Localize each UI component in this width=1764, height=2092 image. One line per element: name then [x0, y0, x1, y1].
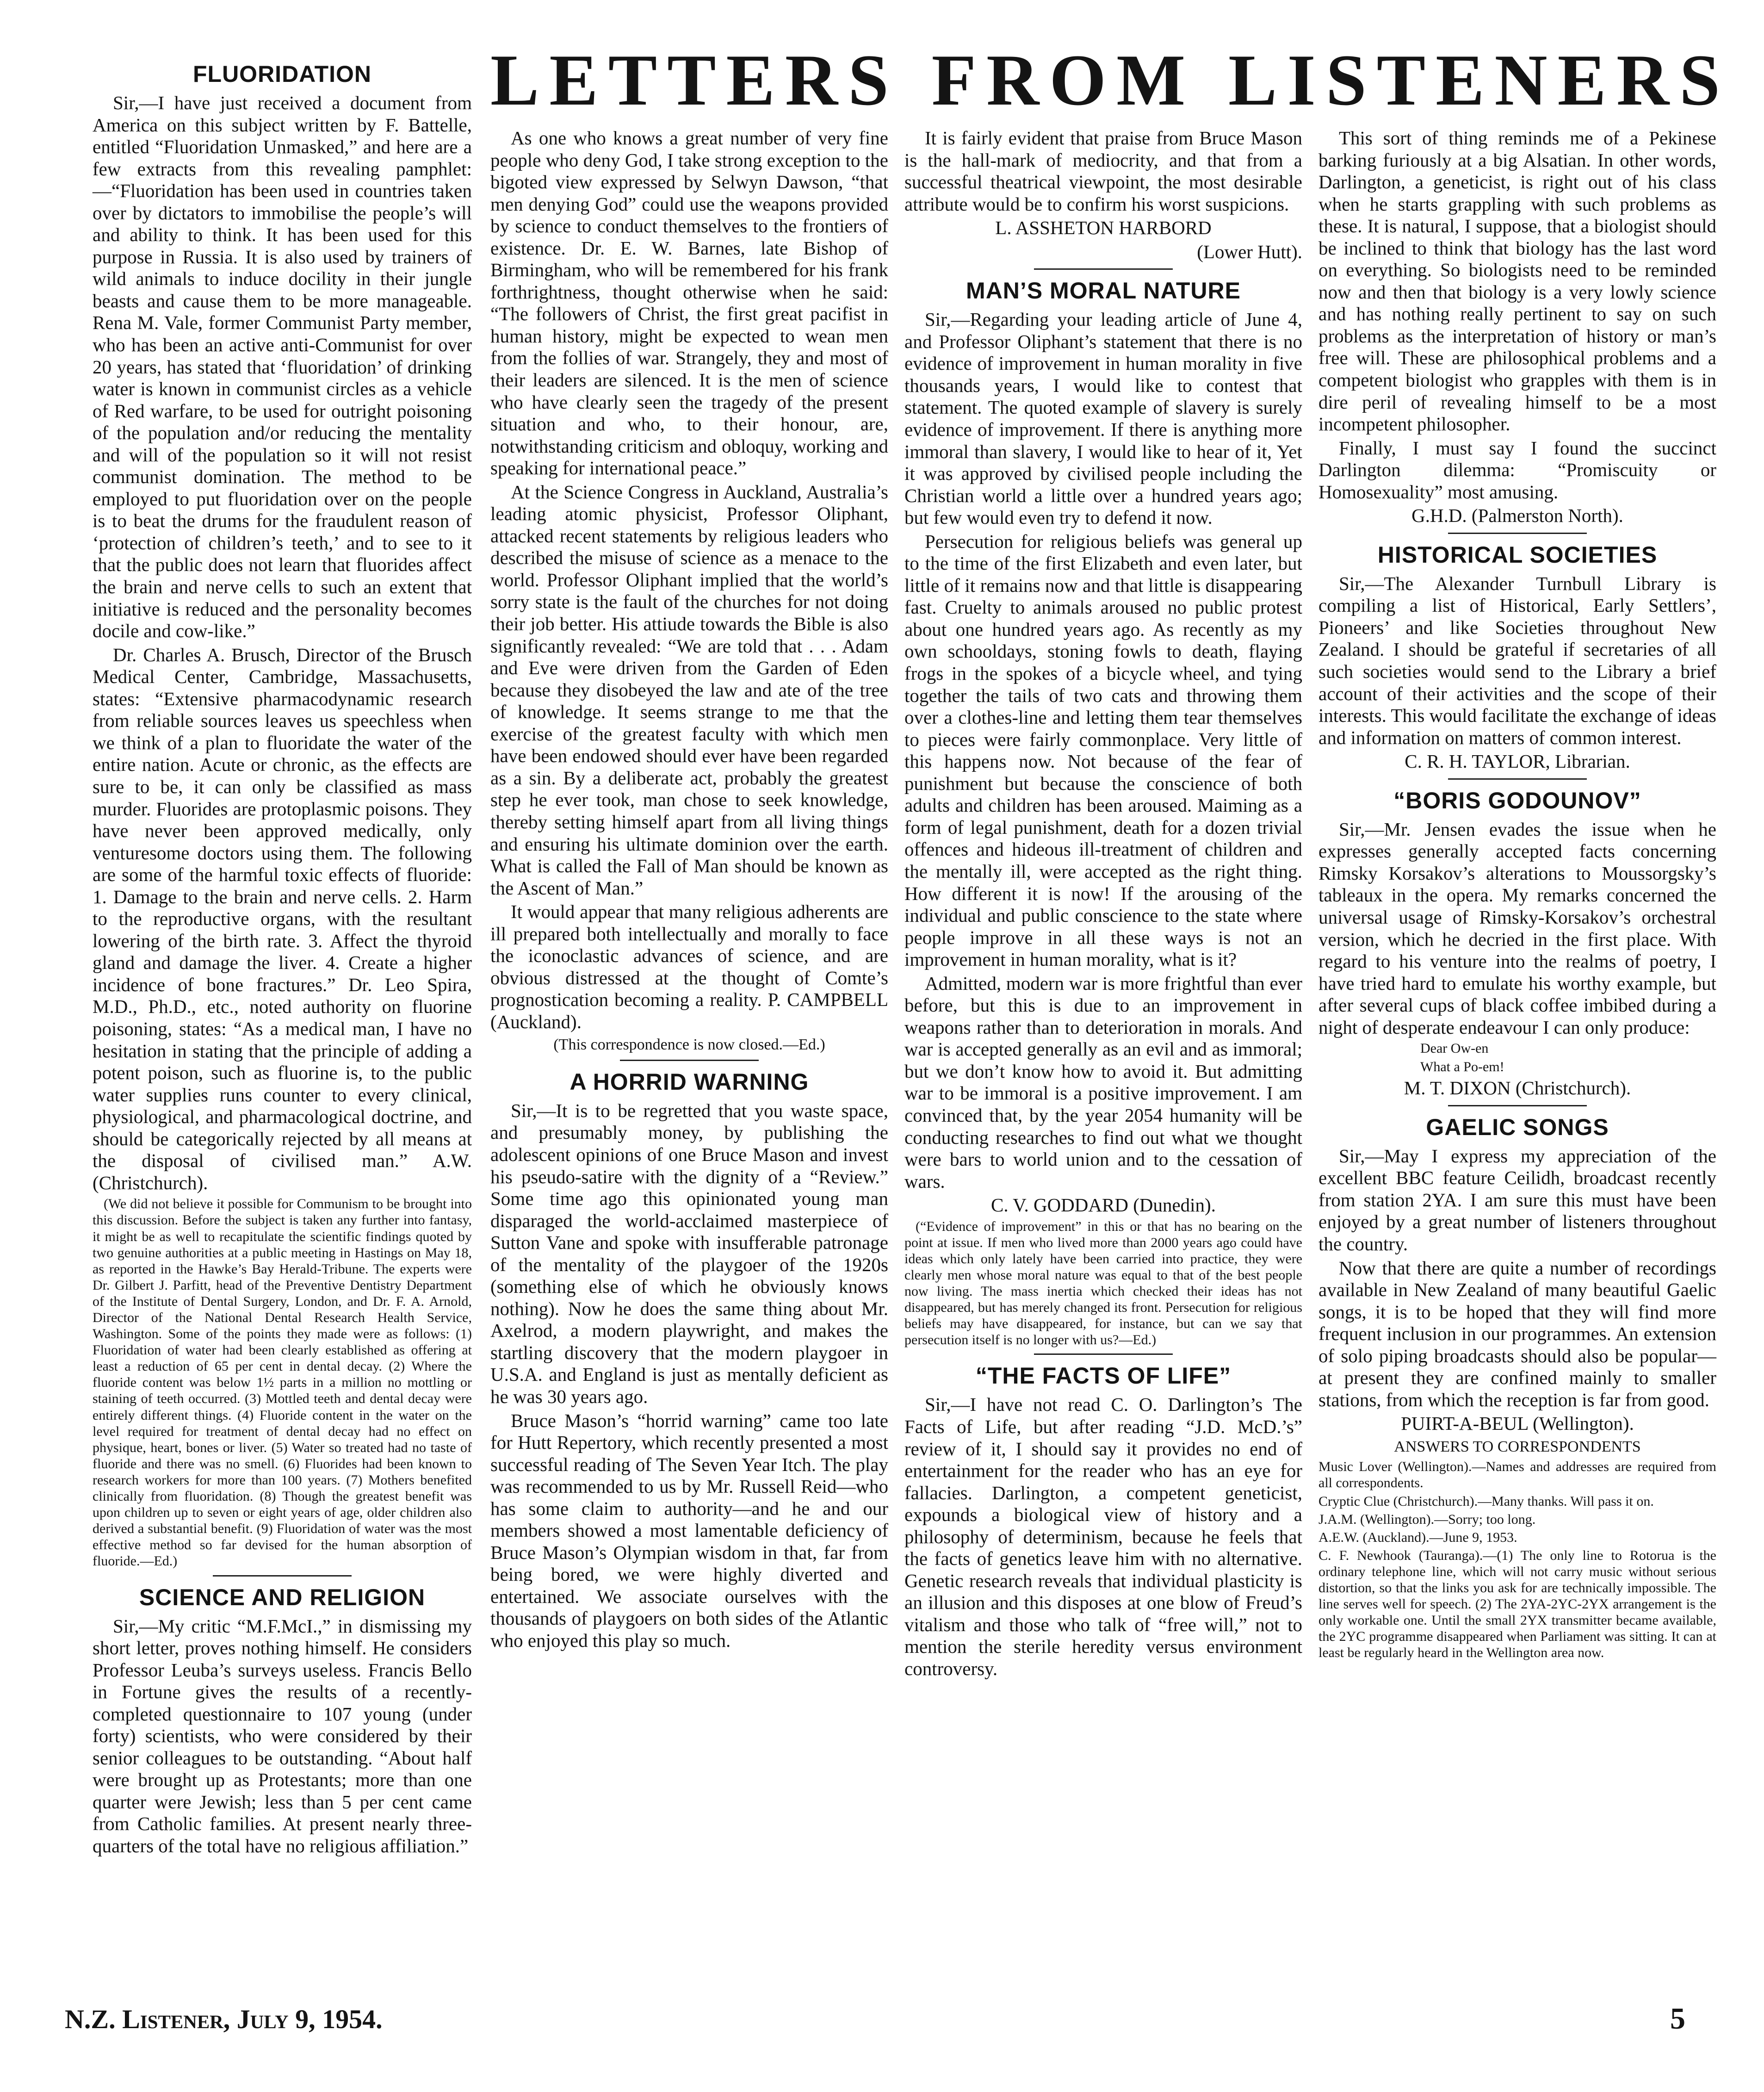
paragraph: It would appear that many religious adherents are ill prepared both intellectually and morally to face the iconoclastic advances of science, and are obvious distressed at the thought of Comte’s prognostication becoming a reality. P. CAMPBELL (Auckland).	[490, 901, 888, 1032]
editor-note: (This correspondence is now closed.—Ed.)	[553, 1036, 825, 1054]
divider	[1034, 268, 1173, 270]
signature-location: (Lower Hutt).	[1197, 241, 1302, 262]
paragraph: Dr. Charles A. Brusch, Director of the Brusch Medical Center, Cambridge, Massachusetts, states: “Extensive pharmacodynamic research from reliable sources leaves us speechless when we think of a plan to fluoridate the water of the entire nation. Acute or chronic, as the effects are sure to be, it can only be classified as mass murder. Fluorides are protoplasmic poisons. They have never been approved medically, only venturesome doctors using them. The following are some of the harmful toxic effects of fluoride: 1. Damage to the brain and nerve cells. 2. Harm to the reproductive organs, with the resultant lowering of the birth rate. 3. Affect the thyroid gland and damage the liver. 4. Create a higher incidence of bone fractures.” Dr. Leo Spira, M.D., Ph.D., etc., noted authority on fluorine poisoning, states: “As a medical man, I have no hesitation in stating that the principle of adding a potent poison, such as fluorine is, to the public water supplies runs counter to every clinical, physiological, and pharmacological doctrine, and should be categorically rejected by all means at the disposal of civilised man.” A.W. (Christchurch).	[93, 644, 472, 1193]
article-heading: “BORIS GODOUNOV”	[1393, 787, 1641, 813]
column-3	[904, 127, 1302, 1682]
masthead-word: LISTENERS	[1228, 40, 1730, 121]
paragraph: Admitted, modern war is more frightful than ever before, but this is due to an improvement in weapons rather than to deterioration in morals. And war is accepted generally as an evil and as immoral; but we don’t know how to avoid it. But admitting war to be immoral is a positive improvement. I am convinced that, by the year 2054 humanity will be conducting researches to find out what we thought were bars to world union and to the cessation of wars.	[904, 972, 1302, 1192]
answer-item: Music Lover (Wellington).—Names and addresses are required from all correspondents.	[1318, 1459, 1716, 1491]
poem-line: Dear Ow-en	[1420, 1041, 1489, 1056]
article-heading: A HORRID WARNING	[569, 1068, 809, 1095]
paragraph: As one who knows a great number of very fine people who deny God, I take strong exception to the bigoted view expressed by Selwyn Dawson, “that men denying God” could use the weapons provided by science to conduct themselves to the frontiers of existence. Dr. E. W. Barnes, late Bishop of Birmingham, who will be remembered for his frank forthrightness, thought otherwise when he said: “The followers of Christ, the first great pacifist in human history, might be expected to wean men from the follies of war. Strangely, they and most of their leaders are silenced. It is the men of science who have clearly seen the tragedy of the present situation and who, to their honour, are, notwithstanding criticism and obloquy, working and speaking for international peace.”	[490, 127, 888, 479]
poem-line: What a Po-em!	[1420, 1059, 1504, 1075]
paragraph: Sir,—I have not read C. O. Darlington’s The Facts of Life, but after reading “J.D. McD.’s” review of it, I should say it provides no end of entertainment for the reader who has an eye for fallacies. Darlington, a competent geneticist, expounds a biological view of history and a philosophy of determinism, because he feels that the facts of genetics leave him with no alternative. Genetic research reveals that individual plasticity is an illusion and this disposes at one blow of Freud’s vitalism and those who talk of “free will,” not to mention the sterile heredity versus environment controversy.	[904, 1394, 1302, 1680]
paragraph: Sir,—May I express my appreciation of the excellent BBC feature Ceilidh, broadcast recently from station 2YA. I am sure this must have been enjoyed by a great number of listeners throughout the country.	[1318, 1145, 1716, 1254]
article-heading: “THE FACTS OF LIFE”	[975, 1363, 1232, 1389]
column-1	[93, 53, 472, 1859]
masthead	[490, 40, 1730, 121]
article-heading: SCIENCE AND RELIGION	[139, 1584, 426, 1610]
signature: C. V. GODDARD (Dunedin).	[991, 1194, 1216, 1216]
signature: G.H.D. (Palmerston North).	[1411, 505, 1623, 527]
divider	[620, 1060, 759, 1061]
answer-item: J.A.M. (Wellington).—Sorry; too long.	[1318, 1511, 1536, 1527]
column-4	[1318, 127, 1716, 1663]
paragraph: Persecution for religious beliefs was general up to the time of the first Elizabeth and even later, but little of it remains now and that little is disappearing fast. Cruelty to animals aroused no public protest about one hundred years ago. As recently as my own schooldays, stoning fowls to death, flaying frogs in the spokes of a bicycle wheel, and tying together the tails of two cats and throwing them over a clothes-line and letting them tear themselves to pieces were fairly commonplace. Very little of this happens now. Not because of the fear of punishment but because the conscience of both adults and children has been aroused. Maiming as a form of legal punishment, death for a dozen trivial offences and hideous ill-treatment of children and the mentally ill, were accepted as the right thing. How different it is now! If the arousing of the individual and public conscience to the state where people improve in all these ways is not an improvement in human morality, what is it?	[904, 530, 1302, 970]
paragraph: Sir,—I have just received a document from America on this subject written by F. Battelle, entitled “Fluoridation Unmasked,” and here are a few extracts from this revealing pamphlet:—“Fluoridation has been used in countries taken over by dictators to immobilise the people’s will and ability to think. It has been used for this purpose in Russia. It is also used by trainers of wild animals to induce docility in their jungle beasts and cause them to be more manageable. Rena M. Vale, former Communist Party member, who has been an active anti-Communist for over 20 years, has stated that ‘fluoridation’ of drinking water is known in communist circles as a vehicle of Red warfare, to be used for outright poisoning of the population and/or reducing the mentality and will of the population so it will not resist communist domination. The method to be employed to put fluoridation over on the people is to beat the drums for the fraudulent reason of ‘protection of children’s teeth,’ and to see to it that the public does not learn that fluorides affect the brain and nerve cells to such an extent that initiative is reduced and the personality becomes docile and cow-like.”	[93, 92, 472, 642]
editor-note: (“Evidence of improvement” in this or that has no bearing on the point at issue. If men who lived more than 2000 years ago could have ideas which only lately have been carried into practice, they were clearly men whose moral nature was equal to that of the best people now living. The mass inertia which checked their ideas has not disappeared, but has merely changed its front. Persecution for religious beliefs may have disappeared, for instance, but can we say that persecution itself is no longer with us?—Ed.)	[904, 1218, 1302, 1348]
page-number: 5	[1670, 2002, 1685, 2036]
paragraph: Sir,—My critic “M.F.McI.,” in dismissing my short letter, proves nothing himself. He considers Professor Leuba’s surveys useless. Francis Bello in Fortune gives the results of a recently-completed questionnaire to 107 young (under forty) scientists, who were considered by their senior colleagues to be outstanding. “About half were brought up as Protestants; more than one quarter were Jewish; less than 5 per cent came from Catholic families. At present nearly three-quarters of the total have no religious affiliation.”	[93, 1615, 472, 1856]
answers-heading: ANSWERS TO CORRESPONDENTS	[1394, 1438, 1641, 1455]
paragraph: At the Science Congress in Auckland, Australia’s leading atomic physicist, Professor Oliphant, attacked recent statements by religious leaders who described the misuse of science as a menace to the world. Professor Oliphant implied that the world’s sorry state is the fault of the churches for not doing their job better. His attiude towards the Bible is also significantly revealed: “We are told that . . . Adam and Eve were driven from the Garden of Eden because they disobeyed the law and ate of the tree of knowledge. It seems strange to me that the exercise of the greatest faculty with which men have been endowed should ever have been regarded as a sin. By a deliberate act, probably the greatest step he ever took, man chose to seek knowledge, thereby setting himself apart from all living things and ensuring his ultimate dominion over the earth. What is called the Fall of Man should be known as the Ascent of Man.”	[490, 481, 888, 899]
paragraph: Sir,—The Alexander Turnbull Library is compiling a list of Historical, Early Settlers’, Pioneers’ and like Societies throughout New Zealand. I should be grateful if secretaries of all such societies would send to the Library a brief account of their activities and the scope of their interests. This would facilitate the exchange of ideas and information on matters of common interest.	[1318, 572, 1716, 748]
paragraph: Sir,—It is to be regretted that you waste space, and presumably money, by publishing the adolescent opinions of one Bruce Mason and invest his pseudo-satire with the dignity of a “Review.” Some time ago this opinionated young man disparaged the world-acclaimed masterpiece of Sutton Vane and spoke with insufferable patronage of the mentality of the playgoer of the 1920s (something else of which he obviously knows nothing). Now he does the same thing about Mr. Axelrod, a modern playwright, and makes the startling discovery that the modern playgoer in U.S.A. and England is just as mentally deficient as he was 30 years ago.	[490, 1099, 888, 1407]
answer-item: Cryptic Clue (Christchurch).—Many thanks. Will pass it on.	[1318, 1493, 1654, 1509]
article-heading: HISTORICAL SOCIETIES	[1377, 541, 1658, 568]
signature: L. ASSHETON HARBORD	[995, 217, 1212, 239]
paragraph: Sir,—Regarding your leading article of June 4, and Professor Oliphant’s statement that there is no evidence of improvement in human morality in five thousands years, I would like to contest that statement. The quoted example of slavery is surely evidence of improvement. If there is anything more immoral than slavery, I would like to hear of it, Yet it was approved by civilised people including the Christian world a little over a hundred years ago; but few would even try to defend it now.	[904, 309, 1302, 528]
divider	[1448, 778, 1587, 780]
paragraph: Bruce Mason’s “horrid warning” came too late for Hutt Repertory, which recently presented a most successful reading of The Seven Year Itch. The play was recommended to us by Mr. Russell Reid—who has some claim to authority—and he and our members showed a most lamentable deficiency of Bruce Mason’s Olympian wisdom in that, far from being bored, we were highly diverted and entertained. We associate ourselves with the thousands of playgoers on both sides of the Atlantic who enjoyed this play so much.	[490, 1409, 888, 1651]
masthead-word: LETTERS	[490, 40, 899, 121]
article-heading: GAELIC SONGS	[1426, 1114, 1609, 1140]
divider	[1448, 1105, 1587, 1106]
column-2	[490, 127, 888, 1654]
divider	[213, 1575, 352, 1577]
paragraph: This sort of thing reminds me of a Pekinese barking furiously at a big Alsatian. In other words, Darlington, a geneticist, is right out of his class when he starts grappling with such problems as these. It is natural, I suppose, that a biologist should be inclined to think that biology has the last word on everything. So biologists need to be reminded now and then that biology is a very lowly science and has nothing really pertinent to say on such problems as the interpretation of history or man’s free will. These are philosophical problems and a competent biologist who grapples with them is in dire peril of revealing himself to be a most incompetent philosopher.	[1318, 127, 1716, 435]
paragraph: Sir,—Mr. Jensen evades the issue when he expresses generally accepted facts concerning Rimsky Korsakov’s alterations to Moussorgsky’s tableaux in the opera. My remarks concerned the universal usage of Rimsky-Korsakov’s orchestral version, which he decried in the first place. With regard to his venture into the realms of poetry, I have tried hard to emulate his worthy example, but after several cups of black coffee imbibed during a night of desperate endeavour I can only produce:	[1318, 818, 1716, 1038]
divider	[1448, 533, 1587, 534]
answer-item: A.E.W. (Auckland).—June 9, 1953.	[1318, 1529, 1517, 1545]
answer-item: C. F. Newhook (Tauranga).—(1) The only line to Rotorua is the ordinary telephone line, which will not carry music without serious distortion, so that the links you ask for are technically impossible. The line serves well for speech. (2) The 2YA-2YC-2YX arrangement is the only workable one. Until the small 2YX transmitter became available, the 2YC programme disappeared when Parliament was sitting. It can at least be regularly heard in the Wellington area now.	[1318, 1547, 1716, 1661]
paragraph: Finally, I must say I found the succinct Darlington dilemma: “Promiscuity or Homosexuality” most amusing.	[1318, 437, 1716, 503]
paragraph: Now that there are quite a number of recordings available in New Zealand of many beautiful Gaelic songs, it is to be hoped that they will find more frequent inclusion in our programmes. An extension of solo piping broadcasts should also be popular—at present they are confined mainly to smaller stations, from which the reception is far from good.	[1318, 1257, 1716, 1410]
divider	[1034, 1353, 1173, 1355]
article-heading: FLUORIDATION	[192, 61, 372, 87]
paragraph: It is fairly evident that praise from Bruce Mason is the hall-mark of mediocrity, and that from a successful theatrical viewpoint, the most desirable attribute would be to confirm his worst suspicions.	[904, 127, 1302, 215]
footer-publication-date: N.Z. Listener, July 9, 1954.	[65, 2004, 383, 2034]
article-heading: MAN’S MORAL NATURE	[966, 278, 1241, 304]
editor-note: (We did not believe it possible for Communism to be brought into this discussion. Before the subject is taken any further into fantasy, it might be as well to recapitulate the scientific findings quoted by two genuine authorities at a public meeting in Hastings on May 18, as reported in the Hawke’s Bay Herald-Tribune. The experts were Dr. Gilbert J. Parfitt, head of the Preventive Dentistry Department of the Institute of Dental Surgery, London, and Dr. F. A. Arnold, Director of the National Dental Research Health Service, Washington. Some of the points they made were as follows: (1) Fluoridation of water had been clearly established as offering at least a reduction of 65 per cent in dental decay. (2) Where the fluoride content was below 1½ parts in a million no mottling or staining of teeth occurred. (3) Mottled teeth and dental decay were entirely different things. (4) Fluoride content in the water on the level required for treatment of dental decay had no effect on physique, heart, bones or liver. (5) Water so treated had no taste of fluoride and there was no smell. (6) Fluorides had been known to research workers for more than 100 years. (7) Mothers benefited clinically from fluoridation. (8) Though the greatest benefit was upon children up to seven or eight years of age, older children also derived a substantial benefit. (9) Fluoridation of water was the most effective method so far devised for the human absorption of fluoride.—Ed.)	[93, 1196, 472, 1569]
signature: C. R. H. TAYLOR, Librarian.	[1405, 751, 1630, 772]
signature: M. T. DIXON (Christchurch).	[1404, 1077, 1631, 1099]
masthead-word: FROM	[931, 40, 1196, 121]
signature: PUIRT-A-BEUL (Wellington).	[1401, 1413, 1634, 1434]
